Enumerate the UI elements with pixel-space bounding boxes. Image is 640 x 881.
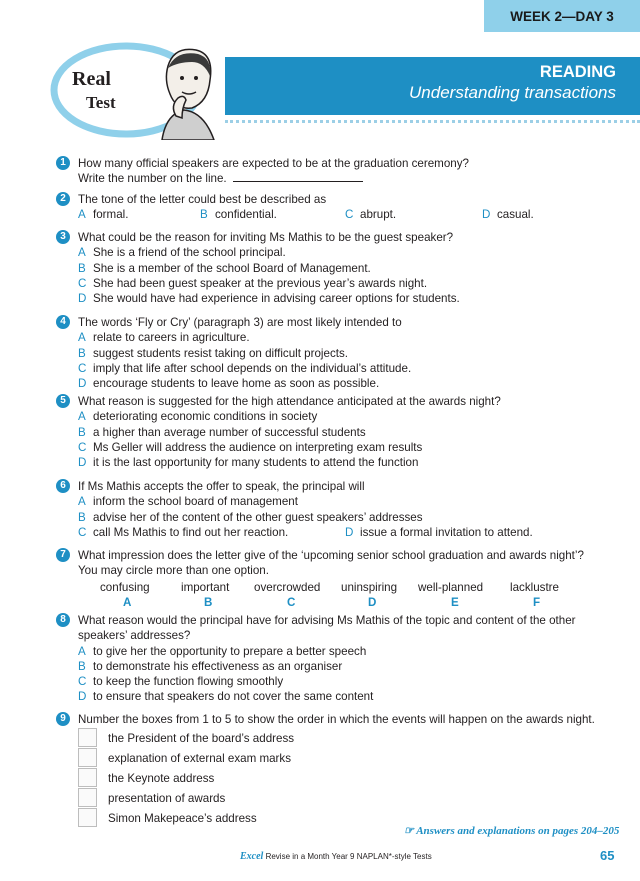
word-option[interactable]: confusing (100, 580, 150, 594)
question-4 (78, 315, 411, 391)
order-box[interactable] (78, 808, 97, 827)
option-d[interactable]: D issue a formal invitation to attend. (345, 525, 533, 539)
option-d[interactable]: D encourage students to leave home as soon as possible. (78, 377, 380, 391)
option-b[interactable]: B to demonstrate his effectiveness as an organiser (78, 659, 343, 673)
section-title: READING (539, 63, 616, 81)
question-number: 3 (56, 230, 70, 244)
question-number: 5 (56, 394, 70, 408)
event-label: Simon Makepeace’s address (108, 812, 257, 826)
badge-word-1: Real (72, 68, 111, 90)
option-d[interactable]: D She would have had experience in advising career options for students. (78, 292, 460, 306)
event-label: the Keynote address (108, 772, 215, 786)
question-number: 8 (56, 613, 70, 627)
word-letter: A (123, 595, 132, 609)
question-number: 1 (56, 156, 70, 170)
option-b[interactable]: B advise her of the content of the other guest speakers’ addresses (78, 510, 423, 524)
word-letter: C (287, 595, 296, 609)
word-letter: B (204, 595, 213, 609)
question-instruction: You may circle more than one option. (78, 564, 269, 578)
option-b[interactable]: B She is a member of the school Board of Management. (78, 261, 371, 275)
question-2 (78, 192, 598, 223)
question-text: What impression does the letter give of the ‘upcoming senior school graduation and awards night’? (78, 549, 584, 562)
option-a[interactable]: A deteriorating economic conditions in society (78, 410, 318, 424)
question-text: How many official speakers are expected to be at the graduation ceremony? (78, 157, 469, 170)
option-a[interactable]: A formal. (78, 208, 129, 222)
question-number: 9 (56, 712, 70, 726)
option-d[interactable]: D to ensure that speakers do not cover the same content (78, 690, 374, 704)
question-1 (78, 156, 469, 187)
question-9 (78, 712, 595, 828)
page-number: 65 (600, 848, 615, 863)
question-number: 4 (56, 315, 70, 329)
order-box[interactable] (78, 748, 97, 767)
option-d[interactable]: D it is the last opportunity for many students to attend the function (78, 456, 419, 470)
option-b[interactable]: B suggest students resist taking on difficult projects. (78, 346, 348, 360)
word-letter: F (533, 595, 541, 609)
option-c[interactable]: C call Ms Mathis to find out her reaction. (78, 525, 289, 539)
real-test-badge (50, 40, 236, 140)
option-c[interactable]: C Ms Geller will address the audience on interpreting exam results (78, 440, 423, 454)
order-box[interactable] (78, 788, 97, 807)
question-text: Number the boxes from 1 to 5 to show the order in which the events will happen on the awards night. (78, 713, 595, 726)
question-3 (78, 230, 460, 306)
option-b[interactable]: B a higher than average number of successful students (78, 425, 366, 439)
brand-logo: Excel (240, 851, 264, 862)
book-title: Revise in a Month Year 9 NAPLAN*-style Tests (265, 852, 432, 861)
footer-book-title (240, 851, 432, 862)
word-option[interactable]: important (181, 580, 230, 594)
answers-reference[interactable]: ☞ Answers and explanations on pages 204–205 (404, 825, 620, 837)
question-6 (78, 479, 598, 540)
order-box[interactable] (78, 768, 97, 787)
event-label: presentation of awards (108, 792, 226, 806)
section-banner (225, 57, 640, 115)
option-a[interactable]: A to give her the opportunity to prepare a better speech (78, 644, 367, 658)
order-box[interactable] (78, 728, 97, 747)
option-a[interactable]: A She is a friend of the school principal. (78, 246, 286, 260)
question-text: The words ‘Fly or Cry’ (paragraph 3) are most likely intended to (78, 316, 402, 329)
question-text: If Ms Mathis accepts the offer to speak, the principal will (78, 480, 365, 493)
week-day-tab: WEEK 2—DAY 3 (484, 0, 640, 32)
answer-line[interactable] (233, 171, 363, 182)
option-c[interactable]: C abrupt. (345, 208, 397, 222)
dotted-divider (225, 120, 640, 123)
option-c[interactable]: C to keep the function flowing smoothly (78, 675, 284, 689)
question-number: 7 (56, 548, 70, 562)
option-a[interactable]: A inform the school board of management (78, 495, 298, 509)
question-7 (78, 548, 598, 610)
word-letter: D (368, 595, 377, 609)
question-5 (78, 394, 501, 470)
word-option[interactable]: lacklustre (510, 580, 559, 594)
question-text: What reason is suggested for the high attendance anticipated at the awards night? (78, 395, 501, 408)
option-d[interactable]: D casual. (482, 208, 534, 222)
badge-word-2: Test (86, 93, 116, 112)
word-option[interactable]: overcrowded (254, 580, 321, 594)
word-option[interactable]: well-planned (418, 580, 484, 594)
event-label: explanation of external exam marks (108, 752, 292, 766)
question-text: The tone of the letter could best be described as (78, 193, 327, 206)
event-label: the President of the board’s address (108, 732, 295, 746)
question-number: 6 (56, 479, 70, 493)
section-subtitle: Understanding transactions (409, 83, 616, 102)
option-b[interactable]: B confidential. (200, 208, 277, 222)
question-instruction: Write the number on the line. (78, 172, 227, 186)
option-a[interactable]: A relate to careers in agriculture. (78, 331, 250, 345)
question-8 (78, 613, 576, 705)
question-number: 2 (56, 192, 70, 206)
thinking-man-cartoon (162, 49, 214, 140)
question-text-continued: speakers’ addresses? (78, 629, 191, 643)
option-c[interactable]: C imply that life after school depends on the individual’s attitude. (78, 361, 412, 375)
word-letter: E (451, 595, 459, 609)
question-text: What reason would the principal have for advising Ms Mathis of the topic and content of the other (78, 614, 576, 627)
option-c[interactable]: C She had been guest speaker at the previous year’s awards night. (78, 276, 428, 290)
question-text: What could be the reason for inviting Ms Mathis to be the guest speaker? (78, 231, 454, 244)
word-option[interactable]: uninspiring (341, 580, 398, 594)
